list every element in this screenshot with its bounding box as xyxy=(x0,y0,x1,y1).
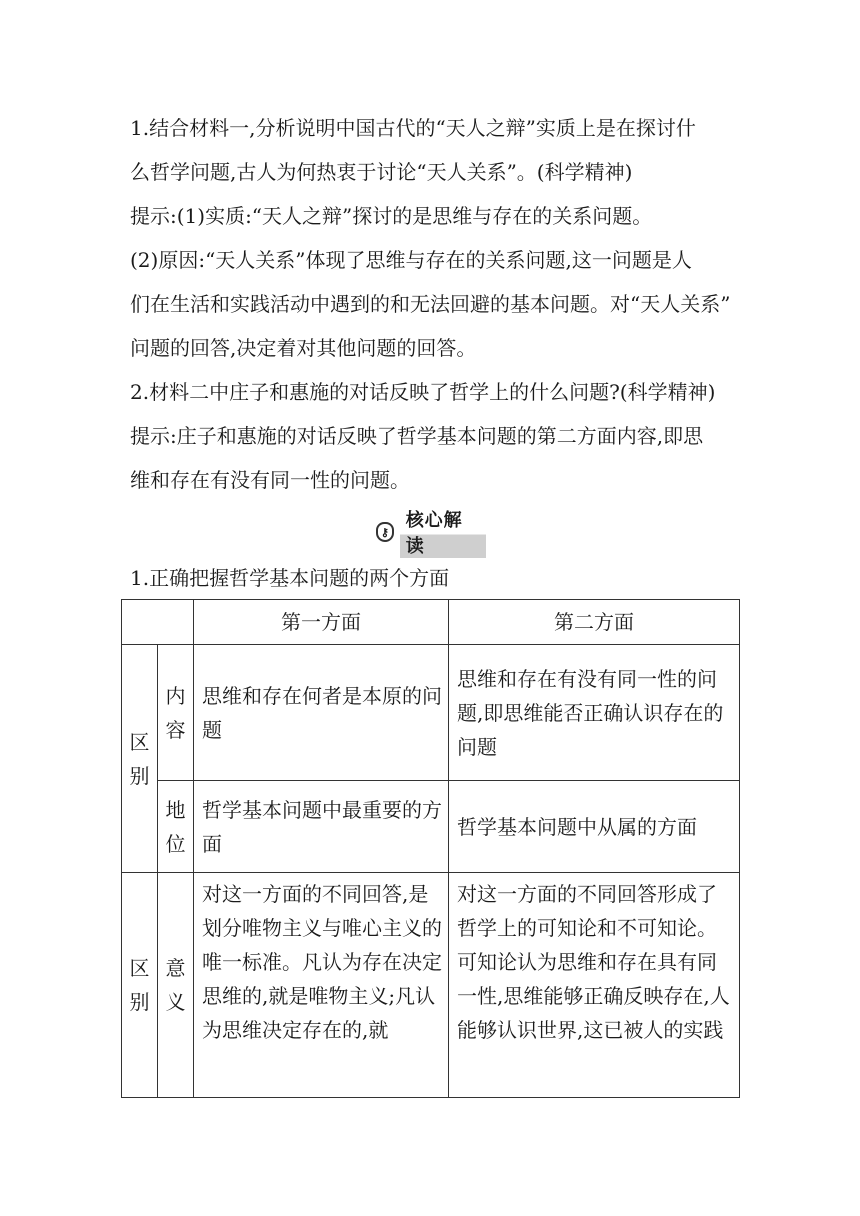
corner-cell xyxy=(122,600,194,645)
table-header-row xyxy=(122,600,740,645)
table-title: 1.正确把握哲学基本问题的两个方面 xyxy=(130,566,450,590)
cell-second-aspect: 哲学基本问题中从属的方面 xyxy=(449,781,740,873)
cell-second-aspect: 对这一方面的不同回答形成了哲学上的可知论和不可知论。可知论认为思维和存在具有同一性,思维能够正确反映存在,人能够认识世界,这已被人的实践 xyxy=(449,873,740,1098)
table-row xyxy=(122,781,740,873)
hint-1-line-3: 们在生活和实践活动中遇到的和无法回避的基本问题。对“天人关系” xyxy=(130,292,731,316)
col-header-first: 第一方面 xyxy=(194,600,449,645)
hint-1-line-1: 提示:(1)实质:“天人之辩”探讨的是思维与存在的关系问题。 xyxy=(130,204,653,228)
group-label-cell xyxy=(122,645,158,873)
row-label-cell xyxy=(158,873,194,1098)
key-icon: ⚷ xyxy=(376,522,394,542)
row-label-char: 意 xyxy=(165,956,186,980)
question-1-line-1: 1.结合材料一,分析说明中国古代的“天人之辩”实质上是在探讨什 xyxy=(130,116,696,140)
cell-second-aspect: 思维和存在有没有同一性的问题,即思维能否正确认识存在的问题 xyxy=(449,645,740,781)
section-badge xyxy=(376,510,486,557)
cell-first-aspect: 对这一方面的不同回答,是划分唯物主义与唯心主义的唯一标准。凡认为存在决定思维的,就是唯物主义;凡认为思维决定存在的,就 xyxy=(194,873,449,1098)
hint-1-line-2: (2)原因:“天人关系”体现了思维与存在的关系问题,这一问题是人 xyxy=(130,248,692,272)
row-label-char: 位 xyxy=(165,831,186,856)
row-label-char: 义 xyxy=(165,990,186,1014)
section-badge-label: 核心解读 xyxy=(400,506,486,558)
row-label-char: 地 xyxy=(165,797,186,822)
table-row xyxy=(122,873,740,1098)
table-row xyxy=(122,645,740,781)
cell-first-aspect: 哲学基本问题中最重要的方面 xyxy=(194,781,449,873)
comparison-table xyxy=(121,599,740,1098)
hint-2-line-1: 提示:庄子和惠施的对话反映了哲学基本问题的第二方面内容,即思 xyxy=(130,424,704,448)
cell-first-aspect: 思维和存在何者是本原的问题 xyxy=(194,645,449,781)
hint-2-line-2: 维和存在有没有同一性的问题。 xyxy=(130,468,410,492)
question-1-line-2: 么哲学问题,古人为何热衷于讨论“天人关系”。(科学精神) xyxy=(130,160,633,184)
group-label-char: 别 xyxy=(129,990,150,1014)
col-header-second: 第二方面 xyxy=(449,600,740,645)
row-label-cell xyxy=(158,781,194,873)
question-2-line-1: 2.材料二中庄子和惠施的对话反映了哲学上的什么问题?(科学精神) xyxy=(130,380,716,404)
row-label-char: 容 xyxy=(165,717,186,742)
group-label-char: 区 xyxy=(129,729,150,754)
group-label-char: 别 xyxy=(129,763,150,788)
row-label-cell xyxy=(158,645,194,781)
group-label-char: 区 xyxy=(129,956,150,980)
group-label-cell xyxy=(122,873,158,1098)
hint-1-line-4: 问题的回答,决定着对其他问题的回答。 xyxy=(130,336,477,360)
row-label-char: 内 xyxy=(165,683,186,708)
